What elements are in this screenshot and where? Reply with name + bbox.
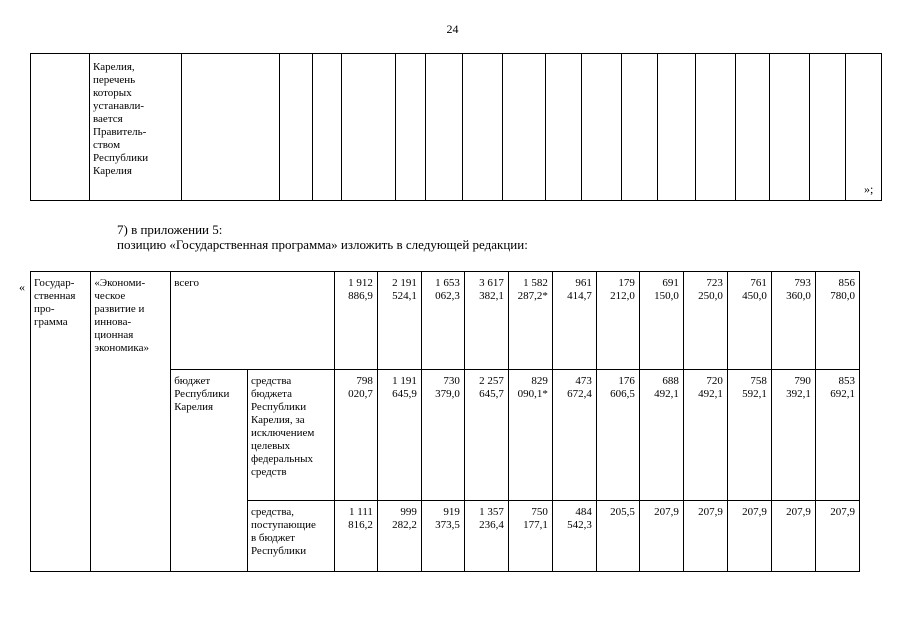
- top-table-cell: [846, 54, 882, 201]
- value-cell: 207,9: [727, 501, 771, 572]
- top-table-cell: [463, 54, 503, 201]
- value-cell: 720 492,1: [683, 370, 727, 501]
- top-table-cell: [658, 54, 696, 201]
- top-table-cell: [736, 54, 770, 201]
- value-cell: 1 191 645,9: [377, 370, 421, 501]
- top-table-cell: [313, 54, 342, 201]
- top-table-cell: [770, 54, 810, 201]
- value-cell: 758 592,1: [727, 370, 771, 501]
- top-table-cell-status: [31, 54, 90, 201]
- value-cell: 1 111 816,2: [334, 501, 377, 572]
- value-cell: 793 360,0: [771, 272, 815, 370]
- value-cell: 2 257 645,7: [464, 370, 508, 501]
- amendment-instruction: позицию «Государственная программа» изложить в следующей редакции:: [117, 237, 528, 252]
- top-table-cell: [426, 54, 463, 201]
- value-cell: 691 150,0: [639, 272, 683, 370]
- amendment-item: 7) в приложении 5:: [117, 222, 223, 237]
- value-cell: 1 357 236,4: [464, 501, 508, 572]
- value-cell: 176 606,5: [596, 370, 639, 501]
- table-row: [31, 272, 860, 370]
- top-table-cell: [696, 54, 736, 201]
- value-cell: 3 617 382,1: [464, 272, 508, 370]
- top-table-cell: [280, 54, 313, 201]
- value-cell: 856 780,0: [815, 272, 859, 370]
- value-cell: 484 542,3: [552, 501, 596, 572]
- value-cell: 688 492,1: [639, 370, 683, 501]
- top-table-cell: [622, 54, 658, 201]
- value-cell: 1 653 062,3: [421, 272, 464, 370]
- value-cell: 473 672,4: [552, 370, 596, 501]
- top-table-cell: [342, 54, 396, 201]
- value-cell: 205,5: [596, 501, 639, 572]
- value-cell: 750 177,1: [508, 501, 552, 572]
- closing-quote: »;: [864, 182, 874, 196]
- value-cell: 207,9: [639, 501, 683, 572]
- row-label-total: всего: [171, 272, 335, 370]
- program-name: «Экономи- ческое развитие и иннова- ционная экономика»: [91, 272, 171, 572]
- value-cell: 961 414,7: [552, 272, 596, 370]
- top-table-cell: [503, 54, 546, 201]
- value-cell: 798 020,7: [334, 370, 377, 501]
- value-cell: 730 379,0: [421, 370, 464, 501]
- row-label-incoming-funds: средства, поступающие в бюджет Республики: [247, 501, 334, 572]
- value-cell: 761 450,0: [727, 272, 771, 370]
- opening-quote: «: [19, 280, 25, 294]
- program-funding-table: [30, 271, 860, 572]
- value-cell: 1 912 886,9: [334, 272, 377, 370]
- top-table-description: Карелия, перечень которых устанавли- вается Правитель- ством Республики Карелия: [90, 54, 182, 201]
- value-cell: 207,9: [771, 501, 815, 572]
- value-cell: 2 191 524,1: [377, 272, 421, 370]
- page-number: 24: [446, 22, 459, 36]
- value-cell: 179 212,0: [596, 272, 639, 370]
- top-continuation-table: [30, 53, 882, 201]
- program-status: Государ- ственная про- грамма: [31, 272, 91, 572]
- top-table-cell: [182, 54, 280, 201]
- top-table-cell: [546, 54, 582, 201]
- top-table-cell: [810, 54, 846, 201]
- value-cell: 207,9: [815, 501, 859, 572]
- value-cell: 853 692,1: [815, 370, 859, 501]
- value-cell: 723 250,0: [683, 272, 727, 370]
- value-cell: 1 582 287,2*: [508, 272, 552, 370]
- funding-source: бюджет Республики Карелия: [171, 370, 248, 572]
- top-table-cell: [396, 54, 426, 201]
- value-cell: 207,9: [683, 501, 727, 572]
- value-cell: 829 090,1*: [508, 370, 552, 501]
- value-cell: 999 282,2: [377, 501, 421, 572]
- value-cell: 919 373,5: [421, 501, 464, 572]
- row-label-own-funds: средства бюджета Республики Карелия, за исключением целевых федеральных средств: [247, 370, 334, 501]
- top-table-cell: [582, 54, 622, 201]
- value-cell: 790 392,1: [771, 370, 815, 501]
